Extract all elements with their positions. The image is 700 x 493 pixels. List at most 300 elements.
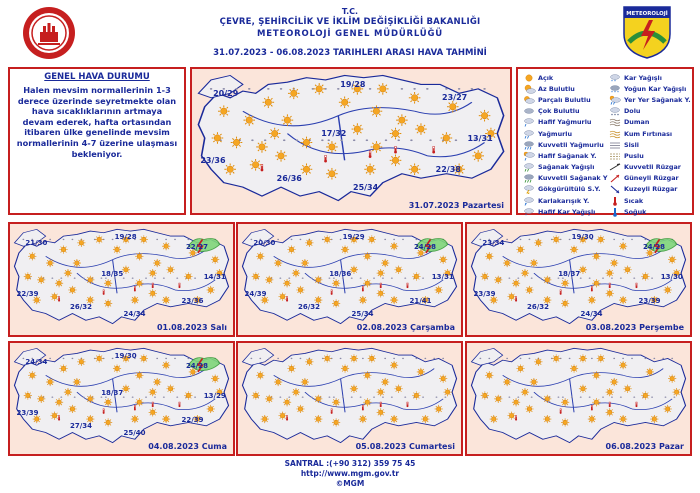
sun-icon	[409, 92, 421, 104]
sun-icon	[377, 83, 389, 95]
sun-icon	[77, 358, 85, 366]
city-dot	[51, 397, 53, 398]
city-dot	[384, 239, 386, 240]
legend-item	[608, 72, 691, 83]
city-dot	[337, 88, 340, 90]
sun-icon	[28, 371, 36, 379]
sun-icon	[296, 405, 304, 413]
city-dot	[250, 239, 252, 240]
sun-icon	[55, 398, 63, 406]
sun-icon	[619, 415, 627, 423]
temperature-label: 26/36	[276, 173, 302, 183]
map-date: 02.08.2023 Çarşamba	[356, 323, 455, 332]
legend-label: Kuzeyli Rüzgar	[624, 185, 678, 194]
sun-icon	[166, 385, 174, 393]
sun-icon	[77, 239, 85, 247]
city-dot	[631, 239, 633, 240]
sun-icon	[390, 361, 398, 369]
sun-icon	[46, 378, 54, 386]
city-dot	[83, 278, 85, 279]
sun-icon	[619, 296, 627, 304]
sun-icon	[439, 256, 447, 264]
city-dot	[531, 278, 533, 279]
sun-icon	[543, 395, 551, 403]
legend-item	[608, 162, 691, 173]
sun-icon	[394, 266, 402, 274]
sun-icon	[508, 412, 516, 420]
city-dot	[497, 358, 499, 359]
thermometer-icon	[103, 290, 105, 295]
city-dot	[156, 358, 158, 359]
light-rain-icon	[522, 117, 536, 127]
city-dot	[63, 239, 65, 240]
turkey-map-svg	[467, 343, 690, 454]
sun-icon	[479, 110, 491, 122]
thermometer-icon	[369, 151, 372, 158]
sun-icon	[140, 235, 148, 243]
city-dot	[132, 278, 134, 279]
legend-item	[522, 206, 607, 217]
city-dot	[340, 358, 342, 359]
sun-icon	[561, 299, 569, 307]
sun-icon	[252, 391, 260, 399]
city-dot	[671, 358, 673, 359]
sun-icon	[371, 141, 383, 153]
heavy-snow-icon	[608, 84, 622, 94]
sun-icon	[149, 269, 157, 277]
sun-icon	[46, 259, 54, 267]
legend-label: Puslu	[624, 151, 644, 160]
forecast-range-title: 31.07.2023 - 06.08.2023 TARIHLERI ARASI HAVA TAHMİNİ	[213, 48, 487, 58]
daily-forecast-map	[8, 341, 235, 456]
temperature-label: 24/28	[185, 361, 208, 370]
city-dot	[311, 278, 313, 279]
city-dot	[653, 358, 655, 359]
temperature-label: 27/34	[69, 422, 93, 431]
sun-icon	[332, 418, 340, 426]
city-dot	[360, 397, 362, 398]
light-snow-icon	[522, 207, 536, 217]
map-date: 06.08.2023 Pazar	[605, 442, 684, 451]
sun-icon	[441, 132, 453, 144]
city-dot	[60, 278, 62, 279]
city-dot	[340, 139, 343, 141]
sun-icon	[664, 286, 672, 294]
sun-icon	[283, 398, 291, 406]
sun-icon	[341, 245, 349, 253]
city-dot	[176, 278, 178, 279]
city-dot	[353, 139, 356, 141]
sun-icon	[275, 150, 287, 162]
sun-icon	[149, 408, 157, 416]
city-dot	[382, 278, 384, 279]
thermometer-icon	[152, 402, 154, 407]
sun-icon	[153, 378, 161, 386]
temperature-label: 22/39	[181, 415, 204, 424]
temperature-label: 26/32	[297, 303, 321, 312]
turkey-map-svg	[238, 343, 461, 454]
sun-icon	[162, 361, 170, 369]
sun-icon	[59, 245, 67, 253]
sun-icon	[494, 276, 502, 284]
legend-item	[522, 106, 607, 117]
temperature-label: 17/32	[321, 129, 347, 139]
sun-icon	[534, 239, 542, 247]
temperature-label: 24/34	[123, 310, 146, 319]
sun-icon	[59, 364, 67, 372]
sun-icon	[363, 252, 371, 260]
city-dot	[479, 358, 481, 359]
legend-label: Soğuk	[624, 207, 647, 216]
sun-icon	[64, 388, 72, 396]
city-dot	[174, 239, 176, 240]
city-dot	[391, 278, 393, 279]
temperature-label: 13/30	[660, 273, 683, 282]
sun-icon	[314, 395, 322, 403]
sun-icon	[140, 354, 148, 362]
temperature-label: 23/34	[482, 239, 505, 248]
cold-icon	[608, 207, 622, 217]
city-dot	[327, 139, 330, 141]
svg-text:*: *	[617, 89, 619, 94]
city-dot	[291, 239, 293, 240]
sun-icon	[68, 286, 76, 294]
sun-icon	[323, 354, 331, 362]
legend-label: Karlakarışık Y.	[538, 196, 590, 205]
city-dot	[165, 239, 167, 240]
sun-icon	[606, 269, 614, 277]
temperature-label: 23/39	[16, 408, 39, 417]
sun-icon	[592, 279, 600, 287]
city-dot	[569, 358, 571, 359]
sun-icon	[610, 378, 618, 386]
sun-icon	[288, 88, 300, 100]
city-dot	[651, 278, 653, 279]
sun-icon	[301, 259, 309, 267]
legend-label: Kum Fırtınası	[624, 129, 673, 138]
city-dot	[410, 139, 413, 141]
sun-icon	[231, 137, 243, 149]
city-dot	[333, 397, 335, 398]
sun-icon	[51, 412, 59, 420]
sun-icon	[435, 405, 443, 413]
sun-icon	[265, 276, 273, 284]
strong-wind-icon	[608, 162, 622, 172]
legend-label: Sıcak	[624, 196, 644, 205]
sun-icon	[521, 388, 529, 396]
thermometer-icon	[407, 402, 409, 407]
sun-icon	[664, 405, 672, 413]
city-dot	[613, 239, 615, 240]
sun-icon	[409, 163, 421, 175]
sun-icon	[490, 415, 498, 423]
thermometer-icon	[362, 286, 364, 291]
city-dot	[51, 278, 53, 279]
svg-text:*: *	[614, 89, 616, 94]
temperature-label: 20/29	[213, 88, 239, 98]
thermometer-icon	[560, 409, 562, 414]
city-dot	[429, 139, 432, 141]
sun-icon	[282, 114, 294, 126]
fog-icon	[608, 140, 622, 150]
sun-icon	[279, 412, 287, 420]
sun-icon	[326, 168, 338, 180]
sun-icon	[184, 272, 192, 280]
sun-icon	[256, 252, 264, 260]
legend-label: Parçalı Bulutlu	[538, 95, 591, 104]
sun-icon	[341, 364, 349, 372]
sun-icon	[135, 252, 143, 260]
sun-icon	[668, 375, 676, 383]
legend-item	[608, 184, 691, 195]
legend-item	[522, 195, 607, 206]
sun-icon	[512, 398, 520, 406]
city-dot	[264, 139, 267, 141]
legend-item	[608, 83, 691, 94]
city-dot	[631, 358, 633, 359]
thermometer-icon	[407, 283, 409, 288]
city-dot	[558, 397, 560, 398]
sun-icon	[37, 395, 45, 403]
city-dot	[259, 358, 261, 359]
thermometer-icon	[134, 286, 136, 291]
city-dot	[154, 278, 156, 279]
daily-forecast-map	[8, 222, 235, 337]
city-dot	[402, 358, 404, 359]
sun-icon	[377, 408, 385, 416]
sun-icon	[606, 289, 614, 297]
sun-icon	[287, 245, 295, 253]
thermometer-icon	[331, 409, 333, 414]
temperature-label: 19/30	[114, 351, 137, 360]
sun-icon	[619, 242, 627, 250]
temperature-label: 23/39	[473, 289, 496, 298]
temperature-label: 21/30	[25, 239, 48, 248]
city-dot	[112, 358, 114, 359]
sun-icon	[641, 272, 649, 280]
thermometer-icon	[609, 283, 611, 288]
sun-icon	[265, 395, 273, 403]
hot-icon	[608, 196, 622, 206]
mgm-logo-text: METEOROLOJİ	[626, 11, 668, 17]
sun-icon	[421, 415, 429, 423]
sun-icon	[412, 272, 420, 280]
thermometer-icon	[134, 405, 136, 410]
thermometer-icon	[152, 283, 154, 288]
sun-icon	[516, 245, 524, 253]
city-dot	[506, 239, 508, 240]
header	[0, 0, 700, 64]
thermometer-icon	[515, 416, 517, 421]
svg-text:*: *	[611, 78, 613, 83]
sun-icon	[503, 378, 511, 386]
sun-icon	[283, 279, 291, 287]
city-dot	[413, 88, 416, 90]
city-dot	[369, 88, 372, 90]
sun-icon	[570, 364, 578, 372]
smoke-icon	[608, 117, 622, 127]
sun-icon	[256, 141, 268, 153]
city-dot	[520, 239, 522, 240]
haze-icon	[608, 151, 622, 161]
temperature-label: 26/32	[69, 303, 93, 312]
city-dot	[22, 239, 24, 240]
city-dot	[488, 358, 490, 359]
sun-icon	[516, 364, 524, 372]
legend-label: Hafif Sağanak Y.	[538, 151, 597, 160]
city-dot	[302, 397, 304, 398]
legend-item	[522, 173, 607, 184]
city-dot	[248, 88, 251, 90]
north-wind-icon	[608, 184, 622, 194]
heavy-shower-icon	[522, 173, 536, 183]
city-dot	[279, 278, 281, 279]
city-dot	[442, 358, 444, 359]
temperature-label: 23/36	[181, 296, 204, 305]
city-dot	[455, 139, 458, 141]
sun-icon	[377, 289, 385, 297]
city-dot	[529, 358, 531, 359]
city-dot	[145, 397, 147, 398]
city-dot	[479, 239, 481, 240]
city-dot	[176, 397, 178, 398]
sun-icon	[162, 296, 170, 304]
sun-icon	[390, 296, 398, 304]
city-dot	[72, 239, 74, 240]
legend-label: Hafif Yağmurlu	[538, 118, 592, 127]
city-dot	[277, 239, 279, 240]
sun-icon	[390, 128, 402, 140]
sun-icon	[131, 296, 139, 304]
sun-icon	[377, 269, 385, 277]
legend-item	[608, 106, 691, 117]
legend-label: Açık	[538, 73, 554, 82]
sun-icon	[55, 279, 63, 287]
sun-icon	[390, 415, 398, 423]
sun-icon	[377, 388, 385, 396]
svg-text:*: *	[525, 212, 527, 217]
city-dot	[49, 358, 51, 359]
sun-icon	[588, 415, 596, 423]
sun-icon	[305, 239, 313, 247]
thermometer-icon	[331, 290, 333, 295]
city-dot	[63, 358, 65, 359]
city-dot	[250, 358, 252, 359]
sun-icon	[350, 354, 358, 362]
legend-item	[522, 184, 607, 195]
sun-icon	[28, 252, 36, 260]
sun-icon	[503, 259, 511, 267]
temperature-label: 24/34	[25, 358, 48, 367]
sun-icon	[481, 391, 489, 399]
city-dot	[74, 397, 76, 398]
sun-icon	[415, 123, 427, 135]
legend-label: Gökgürültülü S.Y.	[538, 185, 601, 194]
footer-url[interactable]: http://www.mgm.gov.tr	[300, 469, 400, 478]
city-dot	[458, 88, 461, 90]
temperature-label: 19/28	[340, 79, 366, 89]
daily-forecast-map	[465, 222, 692, 337]
legend-item	[608, 173, 691, 184]
sun-icon	[95, 354, 103, 362]
sun-icon	[359, 296, 367, 304]
sun-icon	[261, 415, 269, 423]
city-dot	[529, 239, 531, 240]
map-date: 01.08.2023 Salı	[156, 323, 227, 332]
temperature-label: 13/31	[431, 273, 454, 282]
footer-phone: SANTRAL :(+90 312) 359 75 45	[284, 459, 416, 468]
svg-text:*: *	[614, 78, 616, 83]
legend-label: Dolu	[624, 107, 641, 116]
daily-forecast-map	[236, 341, 463, 456]
header-tc: T.C.	[341, 7, 359, 16]
city-dot	[268, 358, 270, 359]
city-dot	[531, 397, 533, 398]
city-dot	[611, 278, 613, 279]
legend-item	[522, 139, 607, 150]
cloud-icon	[522, 106, 536, 116]
thermometer-icon	[636, 402, 638, 407]
city-dot	[416, 239, 418, 240]
thermometer-icon	[286, 416, 288, 421]
sun-icon	[512, 279, 520, 287]
city-dot	[373, 397, 375, 398]
sun-icon	[149, 289, 157, 297]
sun-icon	[162, 415, 170, 423]
thermometer-icon	[261, 164, 264, 171]
temperature-label: 24/34	[580, 310, 603, 319]
city-dot	[622, 358, 624, 359]
city-dot	[589, 278, 591, 279]
sun-icon	[396, 114, 408, 126]
city-dot	[373, 278, 375, 279]
legend-label: Yağmurlu	[538, 129, 573, 138]
sun-icon	[623, 385, 631, 393]
sun-icon	[447, 101, 459, 113]
sun-icon	[211, 256, 219, 264]
city-dot	[404, 397, 406, 398]
legend-item	[608, 117, 691, 128]
legend-item	[522, 150, 607, 161]
sun-icon	[444, 388, 452, 396]
legend-label: Duman	[624, 118, 650, 127]
sun-icon	[24, 391, 32, 399]
sun-icon	[149, 388, 157, 396]
sun-icon	[296, 286, 304, 294]
city-dot	[194, 397, 196, 398]
sun-icon	[606, 388, 614, 396]
city-dot	[517, 397, 519, 398]
temperature-label: 23/36	[200, 155, 226, 165]
legend-item	[608, 139, 691, 150]
city-dot	[444, 397, 446, 398]
legend-item	[522, 117, 607, 128]
city-dot	[416, 358, 418, 359]
city-dot	[280, 88, 283, 90]
temperature-label: 18/37	[101, 388, 124, 397]
sun-icon	[481, 272, 489, 280]
map-date: 05.08.2023 Cumartesi	[355, 442, 455, 451]
sun-icon	[313, 83, 325, 95]
sandstorm-icon	[608, 129, 622, 139]
header-directorate: METEOROLOJİ GENEL MÜDÜRLÜĞÜ	[257, 29, 443, 39]
temperature-label: 14/31	[203, 273, 226, 282]
city-dot	[360, 278, 362, 279]
city-dot	[562, 397, 564, 398]
sun-icon	[314, 276, 322, 284]
country-outline	[242, 348, 456, 442]
legend-label: Çok Bulutlu	[538, 107, 580, 116]
